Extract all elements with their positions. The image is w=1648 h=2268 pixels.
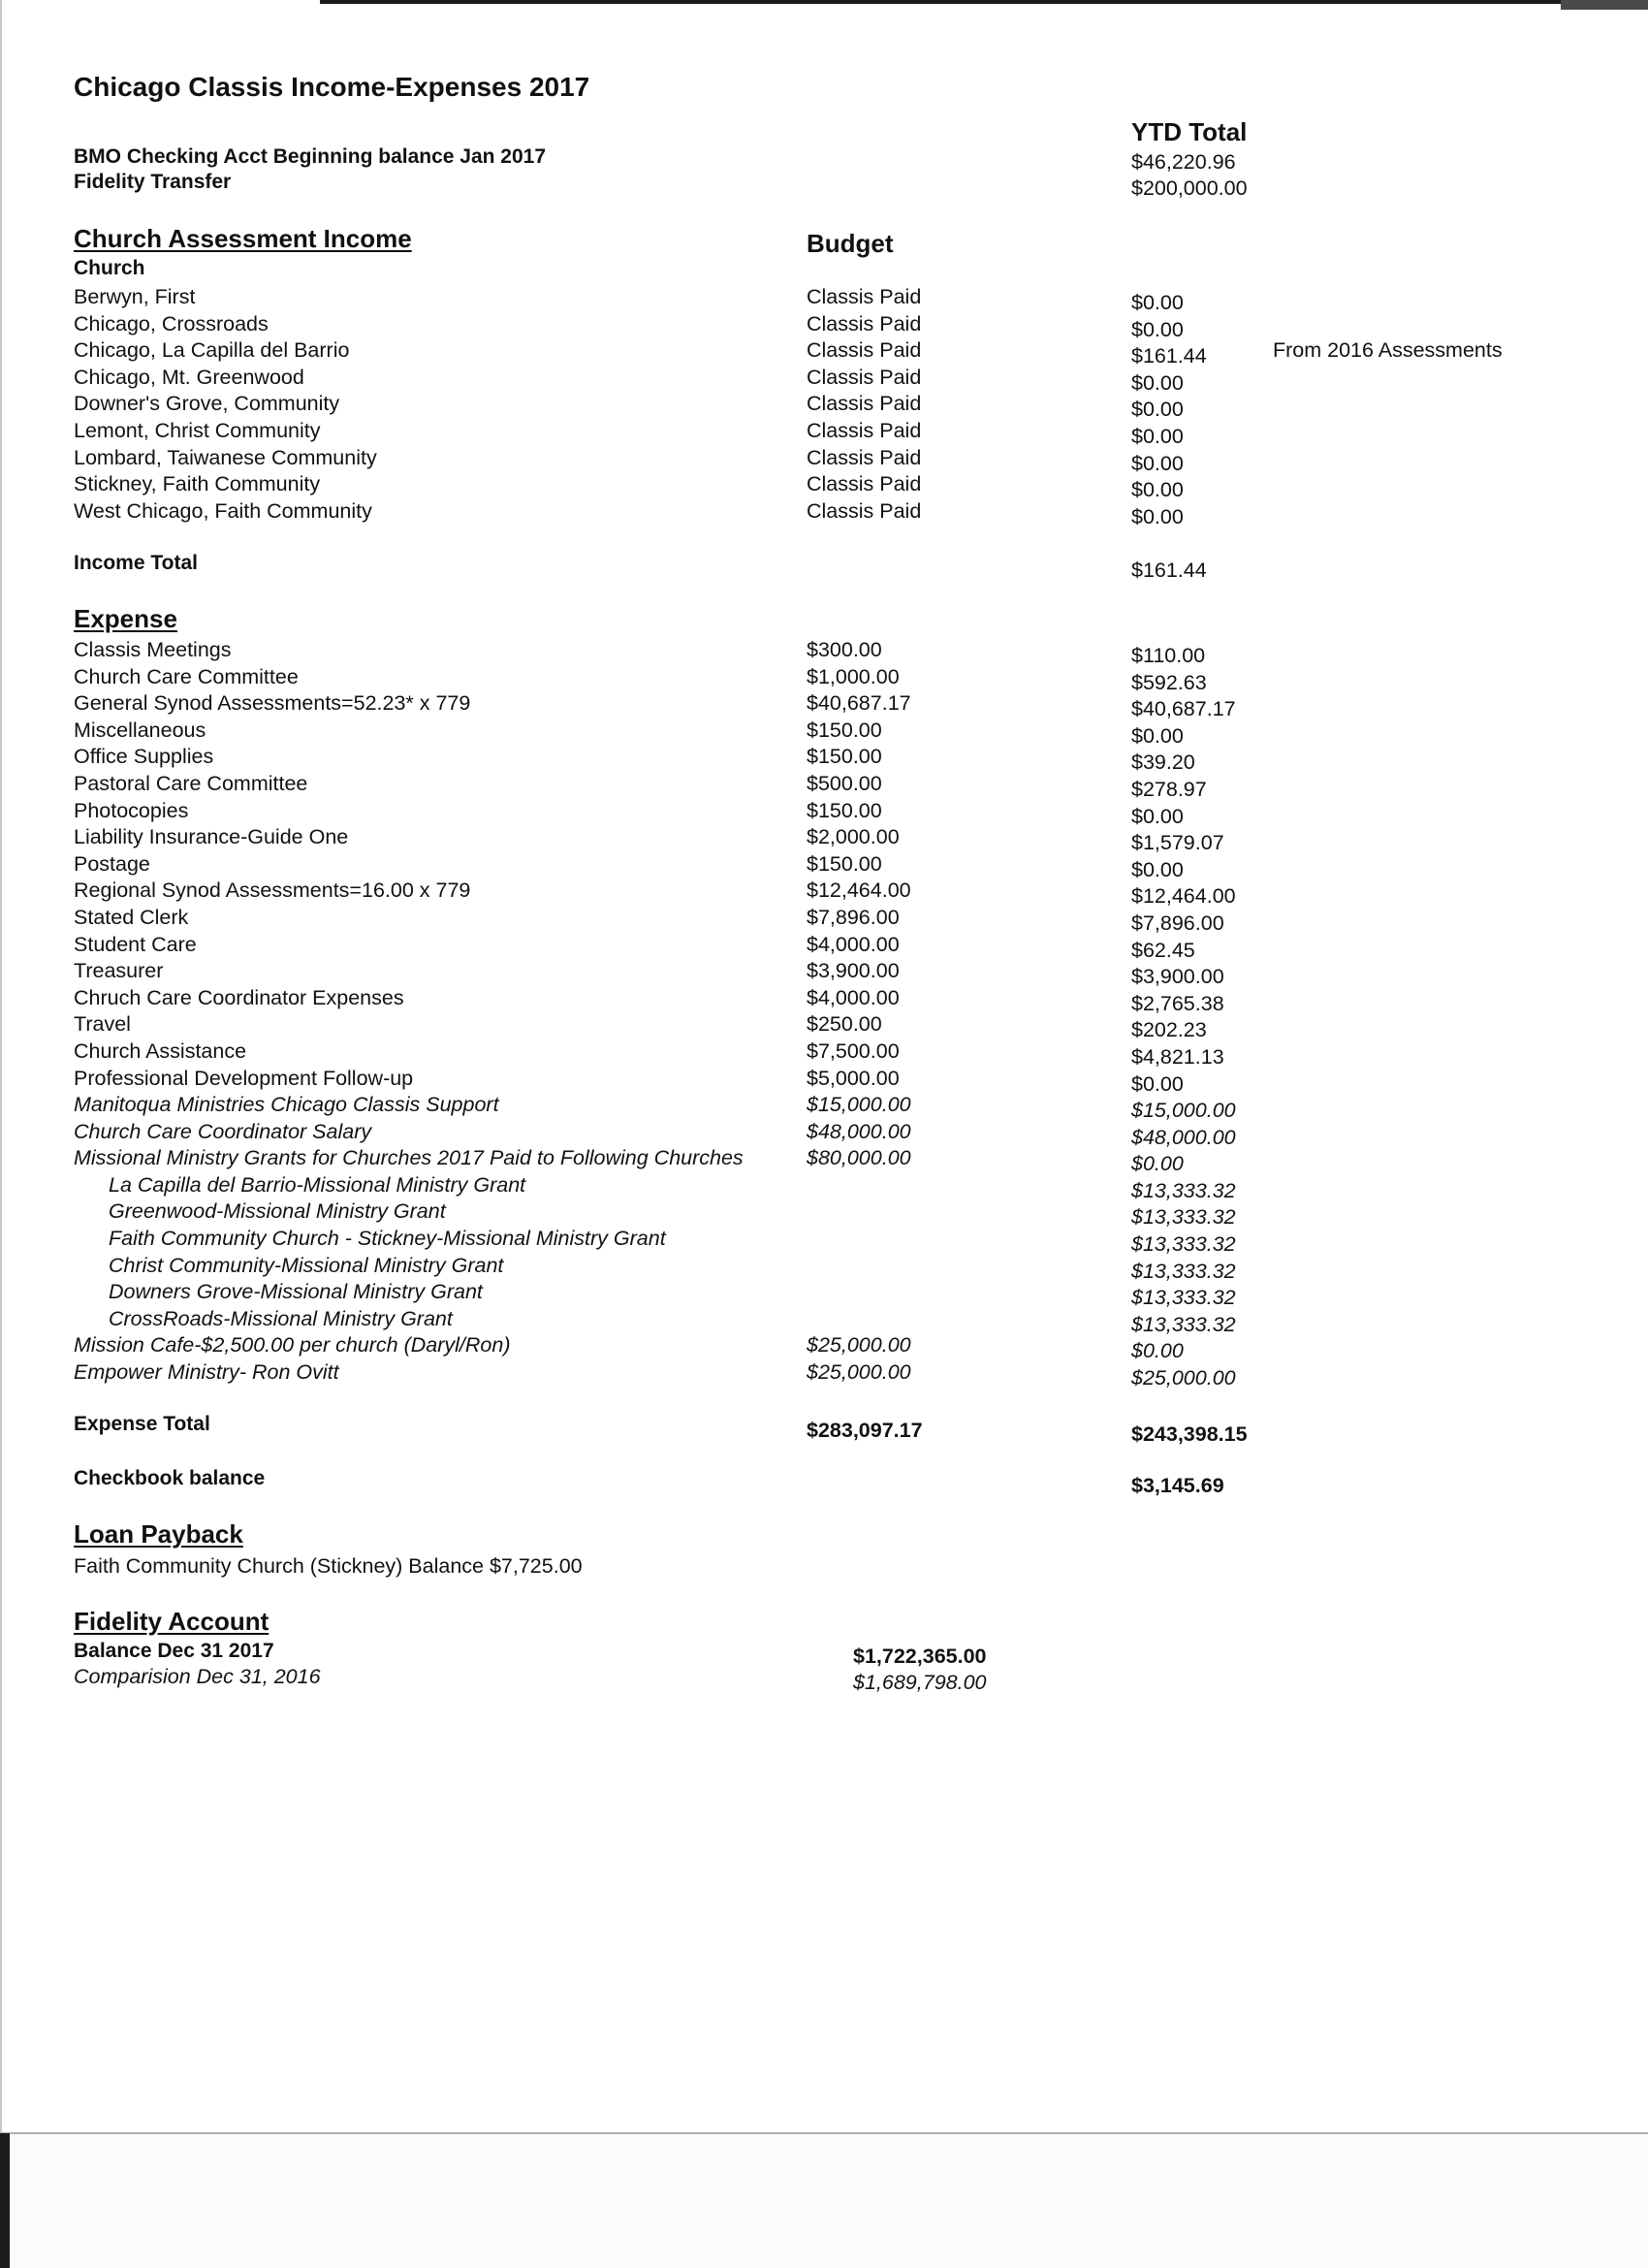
income-row <box>0 394 1648 421</box>
expense-budget: $25,000.00 <box>807 1360 911 1385</box>
church-budget-status: Classis Paid <box>807 311 922 335</box>
expense-name: Professional Development Follow-up <box>74 1066 414 1090</box>
expense-row <box>0 1148 1648 1175</box>
expense-budget: $250.00 <box>807 1012 882 1037</box>
church-name: Chicago, La Capilla del Barrio <box>74 338 350 363</box>
expense-name: Downers Grove-Missional Ministry Grant <box>109 1280 483 1304</box>
expense-name: Church Care Coordinator Salary <box>74 1119 372 1143</box>
fidelity-transfer-label: Fidelity Transfer <box>74 171 232 193</box>
fidelity-heading: Fidelity Account <box>74 1607 269 1636</box>
church-name: West Chicago, Faith Community <box>74 498 372 523</box>
expense-ytd: $13,333.32 <box>1131 1232 1236 1257</box>
expense-row <box>0 1066 1648 1096</box>
expense-row <box>0 798 1648 828</box>
scan-footer-edge <box>0 2133 10 2268</box>
expense-row <box>0 664 1648 694</box>
income-row <box>0 287 1648 314</box>
expense-name: Regional Synod Assessments=16.00 x 779 <box>74 878 471 903</box>
expense-total-label: Expense Total <box>74 1413 210 1435</box>
church-name: Lemont, Christ Community <box>74 418 321 442</box>
church-name: Downer's Grove, Community <box>74 392 340 416</box>
fidelity-balance-value: $1,722,365.00 <box>853 1645 987 1668</box>
expense-row <box>0 1201 1648 1229</box>
expense-budget: $2,000.00 <box>807 825 900 849</box>
income-row <box>0 474 1648 501</box>
church-ytd-amount: $0.00 <box>1131 317 1184 341</box>
expense-ytd: $0.00 <box>1131 804 1184 828</box>
beginning-balance-label: BMO Checking Acct Beginning balance Jan 2017 <box>74 145 547 168</box>
expense-ytd: $4,821.13 <box>1131 1044 1224 1069</box>
expense-ytd: $12,464.00 <box>1131 884 1236 909</box>
church-budget-status: Classis Paid <box>807 498 922 523</box>
expense-ytd: $2,765.38 <box>1131 991 1224 1015</box>
church-ytd-amount: $161.44 <box>1131 344 1207 368</box>
expense-ytd: $202.23 <box>1131 1018 1207 1042</box>
page-title: Chicago Classis Income-Expenses 2017 <box>74 72 590 102</box>
fidelity-comparison-label: Comparision Dec 31, 2016 <box>74 1665 321 1688</box>
expense-ytd: $13,333.32 <box>1131 1286 1236 1310</box>
expense-total-ytd: $243,398.15 <box>1131 1422 1248 1446</box>
church-note: From 2016 Assessments <box>1273 338 1503 363</box>
scan-footer-area <box>0 2134 1648 2268</box>
expense-name: Liability Insurance-Guide One <box>74 825 349 849</box>
expense-name: Stated Clerk <box>74 905 189 929</box>
church-budget-status: Classis Paid <box>807 418 922 442</box>
checkbook-balance-value: $3,145.69 <box>1131 1474 1224 1497</box>
expense-budget: $12,464.00 <box>807 878 911 903</box>
expense-row <box>0 1014 1648 1041</box>
expense-ytd: $278.97 <box>1131 777 1207 801</box>
expense-ytd: $110.00 <box>1131 644 1206 667</box>
church-ytd-amount: $0.00 <box>1131 478 1184 502</box>
fidelity-balance-label: Balance Dec 31 2017 <box>74 1640 274 1662</box>
expense-budget: $4,000.00 <box>807 985 900 1009</box>
church-budget-status: Classis Paid <box>807 285 922 308</box>
expense-budget: $3,900.00 <box>807 959 900 983</box>
loan-heading: Loan Payback <box>74 1519 243 1549</box>
income-row <box>0 311 1648 341</box>
expense-ytd: $0.00 <box>1131 1339 1184 1363</box>
income-row <box>0 340 1648 367</box>
beginning-balance-value: $46,220.96 <box>1131 150 1236 174</box>
church-ytd-amount: $0.00 <box>1131 370 1184 395</box>
expense-row <box>0 1095 1648 1122</box>
budget-column-heading: Budget <box>807 229 894 258</box>
expense-budget: $7,500.00 <box>807 1038 900 1063</box>
fidelity-transfer-value: $200,000.00 <box>1131 176 1248 200</box>
expense-budget: $4,000.00 <box>807 932 900 956</box>
expense-budget: $7,896.00 <box>807 905 900 929</box>
expense-name: Treasurer <box>74 959 164 983</box>
scan-top-edge <box>320 0 1561 4</box>
income-row <box>0 367 1648 395</box>
expense-ytd: $62.45 <box>1131 938 1195 962</box>
expense-budget: $150.00 <box>807 745 882 769</box>
expense-row <box>0 1038 1648 1069</box>
expense-name: Postage <box>74 851 150 876</box>
expense-row <box>0 1229 1648 1256</box>
expense-ytd: $592.63 <box>1131 670 1207 694</box>
expense-ytd: $3,900.00 <box>1131 965 1224 989</box>
church-budget-status: Classis Paid <box>807 472 922 496</box>
expense-budget: $1,000.00 <box>807 664 900 688</box>
expense-row <box>0 961 1648 988</box>
expense-row <box>0 985 1648 1015</box>
expense-name: Church Assistance <box>74 1038 247 1063</box>
expense-row <box>0 1282 1648 1309</box>
expense-ytd: $13,333.32 <box>1131 1259 1236 1283</box>
church-ytd-amount: $0.00 <box>1131 451 1184 475</box>
expense-ytd: $25,000.00 <box>1131 1366 1236 1390</box>
expense-budget: $150.00 <box>807 718 882 742</box>
income-total-label: Income Total <box>74 552 198 574</box>
loan-text: Faith Community Church (Stickney) Balance $7,725.00 <box>74 1554 583 1578</box>
expense-name: Travel <box>74 1012 131 1037</box>
income-table <box>0 287 1648 527</box>
expense-budget: $15,000.00 <box>807 1093 911 1117</box>
expense-row <box>0 851 1648 881</box>
church-name: Berwyn, First <box>74 285 196 308</box>
expense-row <box>0 932 1648 962</box>
church-name: Lombard, Taiwanese Community <box>74 445 377 469</box>
expense-name: Church Care Committee <box>74 664 299 688</box>
expense-name: Office Supplies <box>74 745 214 769</box>
church-column-label: Church <box>74 257 145 279</box>
expense-budget: $40,687.17 <box>807 691 911 716</box>
church-ytd-amount: $0.00 <box>1131 504 1184 528</box>
expense-row <box>0 1335 1648 1362</box>
expense-budget: $300.00 <box>807 638 882 661</box>
expense-row <box>0 1253 1648 1283</box>
expense-row <box>0 693 1648 720</box>
expense-row <box>0 1119 1648 1149</box>
expense-row <box>0 747 1648 774</box>
expense-name: Mission Cafe-$2,500.00 per church (Daryl/Ron) <box>74 1333 511 1358</box>
expense-ytd: $0.00 <box>1131 1152 1184 1176</box>
church-budget-status: Classis Paid <box>807 392 922 416</box>
church-name: Chicago, Mt. Greenwood <box>74 365 304 389</box>
church-budget-status: Classis Paid <box>807 445 922 469</box>
expense-name: Faith Community Church - Stickney-Missional Ministry Grant <box>109 1227 666 1251</box>
expense-ytd: $15,000.00 <box>1131 1099 1236 1123</box>
expense-name: Classis Meetings <box>74 638 232 661</box>
expense-name: Christ Community-Missional Ministry Grant <box>109 1253 504 1277</box>
expense-budget: $150.00 <box>807 851 882 876</box>
expense-row <box>0 1172 1648 1202</box>
scan-bottom-edge <box>0 2132 1648 2134</box>
ytd-column-heading: YTD Total <box>1131 117 1248 146</box>
expense-budget: $5,000.00 <box>807 1066 900 1090</box>
checkbook-balance-label: Checkbook balance <box>74 1467 266 1489</box>
expense-budget: $150.00 <box>807 798 882 822</box>
expense-row <box>0 1306 1648 1336</box>
expense-ytd: $7,896.00 <box>1131 910 1224 935</box>
church-budget-status: Classis Paid <box>807 338 922 363</box>
expense-row <box>0 905 1648 935</box>
income-total-value: $161.44 <box>1131 559 1207 582</box>
expense-ytd: $13,333.32 <box>1131 1178 1236 1202</box>
expense-row <box>0 880 1648 908</box>
expense-ytd: $0.00 <box>1131 857 1184 881</box>
expense-heading: Expense <box>74 604 177 633</box>
expense-name: CrossRoads-Missional Ministry Grant <box>109 1306 453 1330</box>
expense-ytd: $0.00 <box>1131 723 1184 748</box>
expense-budget: $80,000.00 <box>807 1146 911 1170</box>
expense-name: La Capilla del Barrio-Missional Ministry Grant <box>109 1172 526 1197</box>
expense-name: Miscellaneous <box>74 718 206 742</box>
scan-corner-mark <box>1561 0 1648 10</box>
expense-row <box>0 640 1648 667</box>
expense-budget: $500.00 <box>807 771 882 795</box>
expense-ytd: $1,579.07 <box>1131 831 1224 855</box>
church-ytd-amount: $0.00 <box>1131 424 1184 448</box>
expense-ytd: $39.20 <box>1131 751 1195 775</box>
church-name: Chicago, Crossroads <box>74 311 269 335</box>
church-ytd-amount: $0.00 <box>1131 398 1184 422</box>
expense-ytd: $40,687.17 <box>1131 697 1236 721</box>
expense-ytd: $0.00 <box>1131 1071 1184 1096</box>
expense-name: Missional Ministry Grants for Churches 2017 Paid to Following Churches <box>74 1146 744 1170</box>
expense-name: Student Care <box>74 932 197 956</box>
income-row <box>0 445 1648 475</box>
expense-name: Pastoral Care Committee <box>74 771 308 795</box>
expense-table <box>0 640 1648 1390</box>
expense-name: Empower Ministry- Ron Ovitt <box>74 1360 339 1385</box>
expense-name: General Synod Assessments=52.23* x 779 <box>74 691 471 716</box>
expense-ytd: $13,333.32 <box>1131 1312 1236 1336</box>
expense-row <box>0 1362 1648 1390</box>
expense-total-budget: $283,097.17 <box>807 1419 923 1442</box>
expense-row <box>0 827 1648 854</box>
expense-budget: $25,000.00 <box>807 1333 911 1358</box>
church-budget-status: Classis Paid <box>807 365 922 389</box>
fidelity-comparison-value: $1,689,798.00 <box>853 1671 987 1694</box>
expense-ytd: $13,333.32 <box>1131 1205 1236 1230</box>
church-name: Stickney, Faith Community <box>74 472 321 496</box>
expense-name: Greenwood-Missional Ministry Grant <box>109 1199 446 1224</box>
expense-name: Manitoqua Ministries Chicago Classis Support <box>74 1093 499 1117</box>
church-ytd-amount: $0.00 <box>1131 291 1184 314</box>
expense-ytd: $48,000.00 <box>1131 1125 1236 1149</box>
income-row <box>0 418 1648 448</box>
expense-name: Chruch Care Coordinator Expenses <box>74 985 404 1009</box>
expense-row <box>0 720 1648 748</box>
expense-name: Photocopies <box>74 798 189 822</box>
income-row <box>0 498 1648 528</box>
income-heading: Church Assessment Income <box>74 224 412 253</box>
expense-budget: $48,000.00 <box>807 1119 911 1143</box>
expense-row <box>0 771 1648 801</box>
